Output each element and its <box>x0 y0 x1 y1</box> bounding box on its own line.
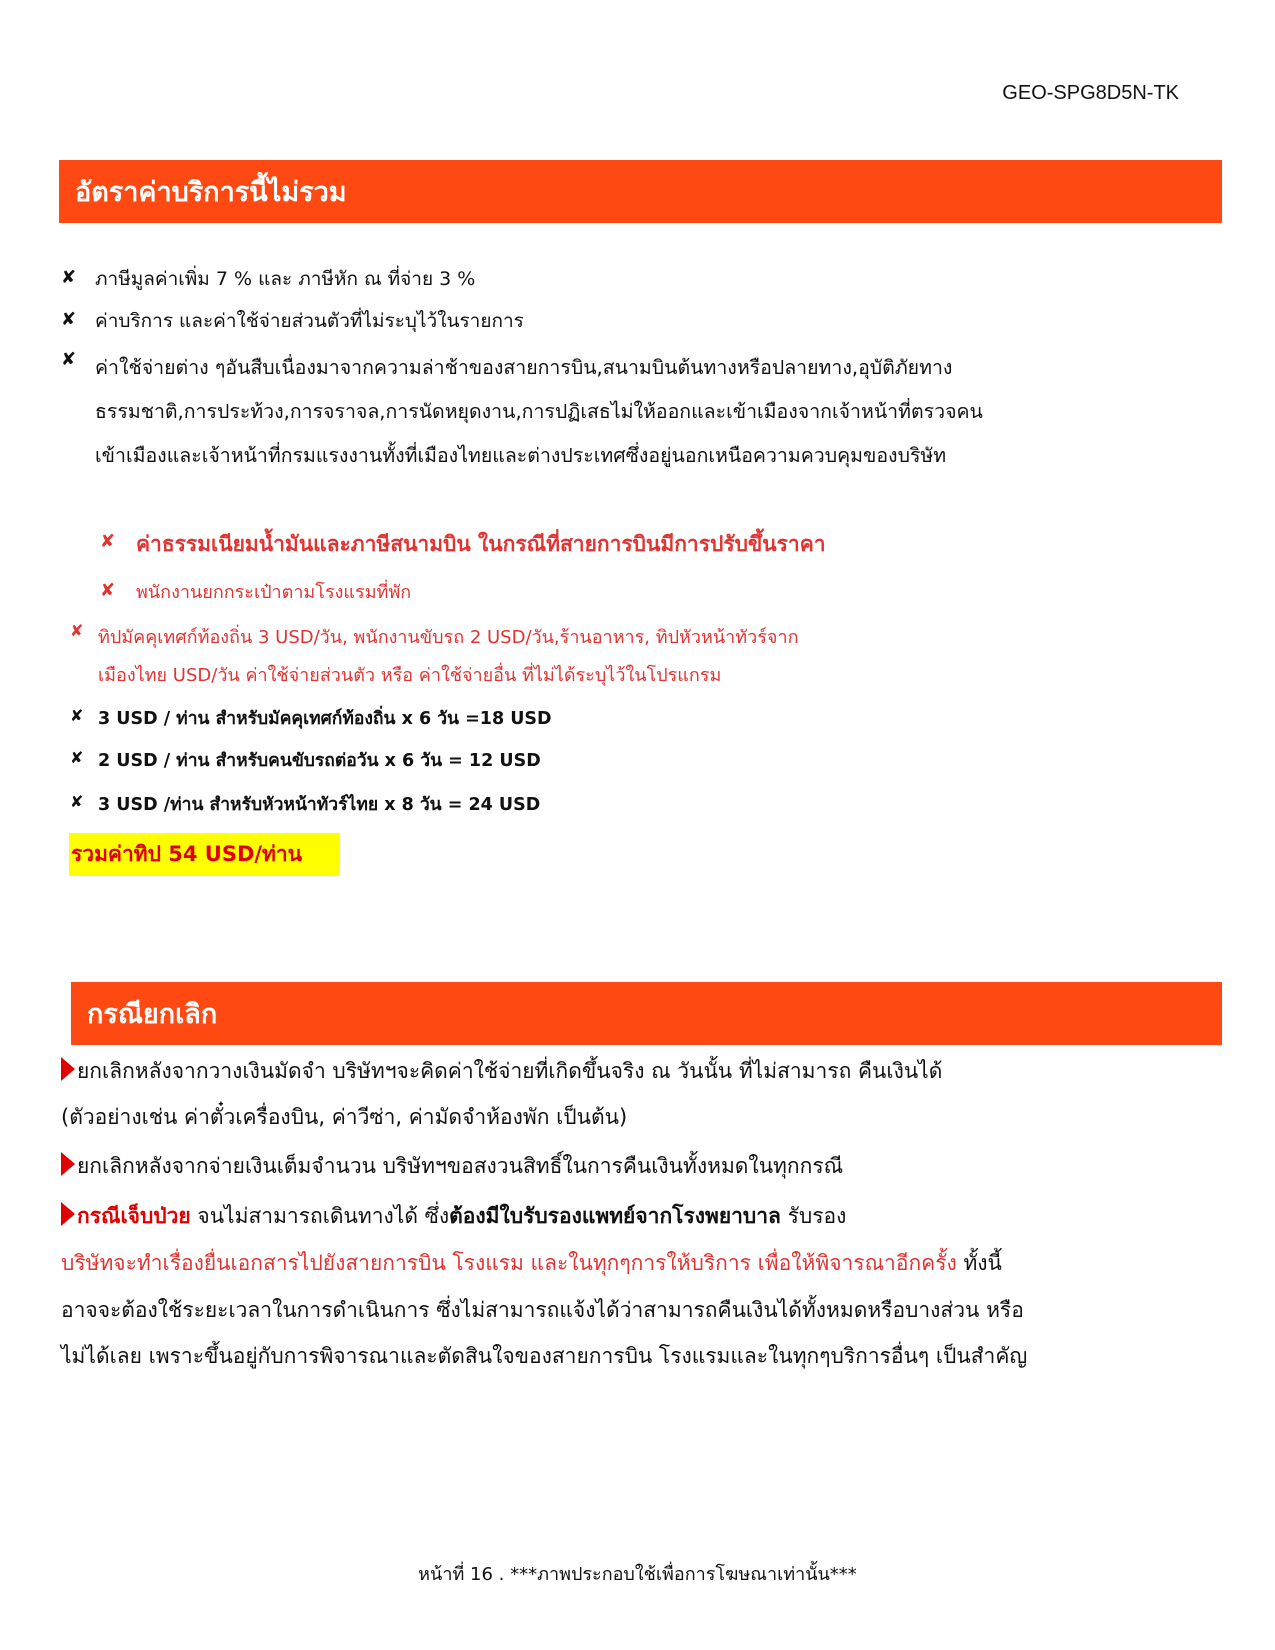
cross-icon: ✘ <box>61 267 77 288</box>
tip-item: ✘ 2 USD / ท่าน สำหรับคนขับรถต่อวัน x 6 วัน = 12 USD <box>70 748 541 771</box>
excluded-item: ✘ ค่าบริการ และค่าใช้จ่ายส่วนตัวที่ไม่ระบุไว้ในรายการ <box>61 306 524 336</box>
cancel-line: บริษัทจะทำเรื่องยื่นเอกสารไปยังสายการบิน โรงแรม และในทุกๆการให้บริการ เพื่อให้พิจารณาอีกครั้ง ทั้งนี้ <box>61 1251 1002 1275</box>
cross-icon: ✘ <box>61 309 77 330</box>
porter-item: ✘ พนักงานยกกระเป๋าตามโรงแรมที่พัก <box>100 577 411 606</box>
page-number: หน้าที่ 16 . <box>418 1564 505 1585</box>
cross-icon: ✘ <box>100 531 116 552</box>
cross-icon: ✘ <box>70 792 84 811</box>
cancel-line: ไม่ได้เลย เพราะขึ้นอยู่กับการพิจารณาและตัดสินใจของสายการบิน โรงแรมและในทุกๆบริการอื่นๆ เป็นสำคัญ <box>61 1344 1028 1368</box>
excluded-item: ✘ ภาษีมูลค่าเพิ่ม 7 % และ ภาษีหัก ณ ที่จ่าย 3 % <box>61 264 475 294</box>
triangle-bullet-icon <box>61 1202 75 1226</box>
cancel-line: อาจจะต้องใช้ระยะเวลาในการดำเนินการ ซึ่งไม่สามารถแจ้งได้ว่าสามารถคืนเงินได้ทั้งหมดหรือบางส่วน หรือ <box>61 1298 1024 1322</box>
tip-item: ✘ 3 USD / ท่าน สำหรับมัคคุเทศก์ท้องถิ่น x 6 วัน =18 USD <box>70 706 552 729</box>
cancel-line: ยกเลิกหลังจากจ่ายเงินเต็มจำนวน บริษัทฯขอสงวนสิทธิ์ในการคืนเงินทั้งหมดในทุกกรณี <box>61 1150 843 1183</box>
fuel-surcharge-item: ✘ ค่าธรรมเนียมน้ำมันและภาษีสนามบิน ในกรณีที่สายการบินมีการปรับขึ้นราคา <box>100 528 826 561</box>
tips-item: ✘ ทิปมัคคุเทศก์ท้องถิ่น 3 USD/วัน, พนักงานขับรถ 2 USD/วัน,ร้านอาหาร, ทิปหัวหน้าทัวร์จาก เมืองไทย USD/วัน ค่าใช้จ่ายส่วนตัว หรือ ค่าใช้จ่ายอื่น ที่ไม่ได้ระบุไว้ในโปรแกรม <box>70 621 799 686</box>
cross-icon: ✘ <box>70 621 84 640</box>
footer-note: ***ภาพประกอบใช้เพื่อการโฆษณาเท่านั้น*** <box>510 1564 857 1585</box>
tip-item: ✘ 3 USD /ท่าน สำหรับหัวหน้าทัวร์ไทย x 8 วัน = 24 USD <box>70 792 541 815</box>
cancel-heading: กรณียกเลิก <box>71 982 1222 1045</box>
document-code: GEO-SPG8D5N-TK <box>1002 82 1179 104</box>
cancel-line: (ตัวอย่างเช่น ค่าตั๋วเครื่องบิน, ค่าวีซ่า, ค่ามัดจำห้องพัก เป็นต้น) <box>61 1105 628 1129</box>
excluded-delay-item: ✘ ค่าใช้จ่ายต่าง ๆอันสืบเนื่องมาจากความล่าช้าของสายการบิน,สนามบินต้นทางหรือปลายทาง,อุบัติภัยทาง ธรรมชาติ,การประท้วง,การจราจล,การนัดหยุดงาน,การปฏิเสธไม่ให้ออกและเข้าเมืองจากเจ้าหน้าที่ตรวจคน เข้าเมืองและเจ้าหน้าที่กรมแรงงานทั้งที่เมืองไทยและต่างประเทศซึ่งอยู่นอกเหนือความควบคุมของบริษัท <box>61 346 983 478</box>
cross-icon: ✘ <box>100 580 116 601</box>
excluded-heading: อัตราค่าบริการนี้ไม่รวม <box>59 160 1222 223</box>
cancel-illness-line: กรณีเจ็บป่วย จนไม่สามารถเดินทางได้ ซึ่งต้องมีใบรับรองแพทย์จากโรงพยาบาล รับรอง <box>61 1200 846 1233</box>
cancel-line: ยกเลิกหลังจากวางเงินมัดจำ บริษัทฯจะคิดค่าใช้จ่ายที่เกิดขึ้นจริง ณ วันนั้น ที่ไม่สามารถ คืนเงินได้ <box>61 1055 942 1088</box>
cross-icon: ✘ <box>70 748 84 767</box>
page-footer <box>0 1559 1275 1588</box>
triangle-bullet-icon <box>61 1152 75 1176</box>
triangle-bullet-icon <box>61 1057 75 1081</box>
cross-icon: ✘ <box>70 706 84 725</box>
cross-icon: ✘ <box>61 349 77 370</box>
tips-total: รวมค่าทิป 54 USD/ท่าน <box>69 833 340 876</box>
